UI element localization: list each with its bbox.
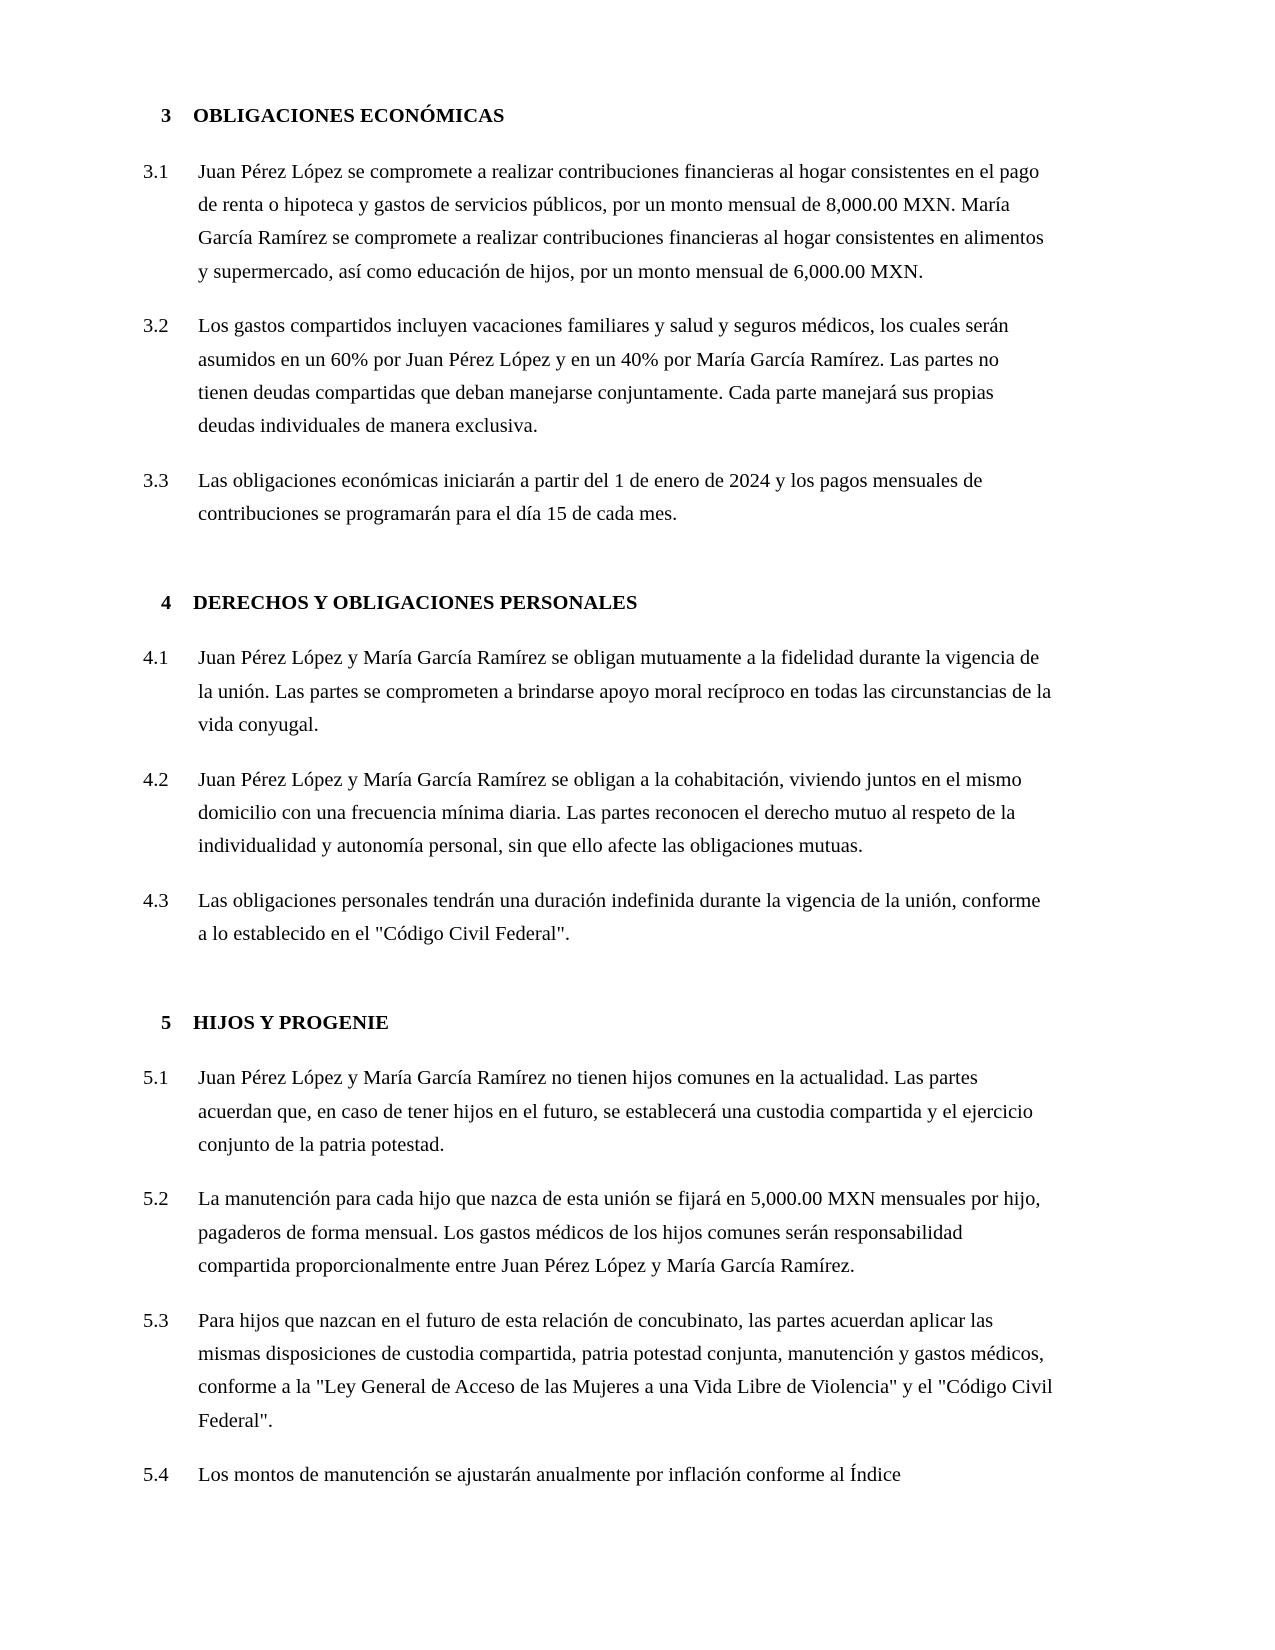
section-heading-5 bbox=[143, 1011, 1053, 1037]
section-heading-4 bbox=[143, 591, 1053, 617]
clause-text: Las obligaciones económicas iniciarán a partir del 1 de enero de 2024 y los pagos mensuales de contribuciones se programarán para el día 15 de cada mes. bbox=[198, 469, 983, 526]
clause-text: Juan Pérez López y María García Ramírez se obligan mutuamente a la fidelidad durante la vigencia de la unión. Las partes se comprometen a brindarse apoyo moral recíproco en todas las circunstancias de la vida conyugal. bbox=[198, 647, 1052, 737]
clause-3-3 bbox=[143, 465, 1053, 532]
clause-text: La manutención para cada hijo que nazca de esta unión se fijará en 5,000.00 MXN mensuales por hijo, pagaderos de forma mensual. Los gastos médicos de los hijos comunes serán responsabilidad compartida proporcionalmente entre Juan Pérez López y María García Ramírez. bbox=[198, 1188, 1041, 1278]
clause-number: 5.3 bbox=[143, 1309, 169, 1332]
clause-3-2 bbox=[143, 310, 1053, 444]
clause-number: 5.4 bbox=[143, 1464, 169, 1487]
clause-number: 3.1 bbox=[143, 160, 169, 183]
clause-4-1 bbox=[143, 642, 1053, 742]
clause-text: Los montos de manutención se ajustarán anualmente por inflación conforme al Índice bbox=[198, 1464, 902, 1487]
section-title: HIJOS Y PROGENIE bbox=[193, 1011, 389, 1034]
clause-text: Los gastos compartidos incluyen vacaciones familiares y salud y seguros médicos, los cuales serán asumidos en un 60% por Juan Pérez López y en un 40% por María García Ramírez. Las partes no tienen deudas compartidas que deban manejarse conjuntamente. Cada parte manejará sus propias deudas individuales de manera exclusiva. bbox=[198, 315, 1009, 438]
section-number: 5 bbox=[161, 1011, 172, 1034]
clause-text: Las obligaciones personales tendrán una duración indefinida durante la vigencia de la unión, conforme a lo establecido en el "Código Civil Federal". bbox=[198, 889, 1041, 946]
section-title: DERECHOS Y OBLIGACIONES PERSONALES bbox=[193, 591, 638, 614]
clause-5-1 bbox=[143, 1062, 1053, 1162]
clause-5-4 bbox=[143, 1459, 1053, 1492]
clause-number: 4.3 bbox=[143, 889, 169, 912]
clause-number: 3.3 bbox=[143, 469, 169, 492]
clause-number: 4.1 bbox=[143, 647, 169, 670]
clause-4-2 bbox=[143, 764, 1053, 864]
section-heading-3 bbox=[143, 104, 1053, 130]
clause-number: 4.2 bbox=[143, 768, 169, 791]
clause-number: 3.2 bbox=[143, 315, 169, 338]
clause-text: Juan Pérez López y María García Ramírez se obligan a la cohabitación, viviendo juntos en el mismo domicilio con una frecuencia mínima diaria. Las partes reconocen el derecho mutuo al respeto de la individualidad y autonomía personal, sin que ello afecte las obligaciones mutuas. bbox=[198, 768, 1022, 858]
clause-5-3 bbox=[143, 1305, 1053, 1439]
clause-5-2 bbox=[143, 1183, 1053, 1283]
clause-number: 5.1 bbox=[143, 1067, 169, 1090]
clause-3-1 bbox=[143, 156, 1053, 290]
section-number: 4 bbox=[161, 591, 172, 614]
clause-4-3 bbox=[143, 885, 1053, 952]
clause-number: 5.2 bbox=[143, 1188, 169, 1211]
document-body bbox=[143, 104, 1053, 1493]
section-3 bbox=[143, 104, 1053, 532]
clause-text: Juan Pérez López y María García Ramírez no tienen hijos comunes en la actualidad. Las partes acuerdan que, en caso de tener hijos en el futuro, se establecerá una custodia compartida y el ejercicio conjunto de la patria potestad. bbox=[198, 1067, 1033, 1156]
clause-text: Juan Pérez López se compromete a realizar contribuciones financieras al hogar consistentes en el pago de renta o hipoteca y gastos de servicios públicos, por un monto mensual de 8,000.00 MXN. María García Ramírez se compromete a realizar contribuciones financieras al hogar consistentes en alimentos y supermercado, así como educación de hijos, por un monto mensual de 6,000.00 MXN. bbox=[198, 160, 1044, 283]
section-title: OBLIGACIONES ECONÓMICAS bbox=[193, 105, 505, 127]
section-5 bbox=[143, 1011, 1053, 1493]
section-number: 3 bbox=[161, 105, 172, 127]
clause-text: Para hijos que nazcan en el futuro de esta relación de concubinato, las partes acuerdan aplicar las mismas disposiciones de custodia compartida, patria potestad conjunta, manutención y gastos médicos, conforme a la "Ley General de Acceso de las Mujeres a una Vida Libre de Violencia" y el "Código Civil Federal". bbox=[198, 1309, 1053, 1432]
section-4 bbox=[143, 591, 1053, 952]
